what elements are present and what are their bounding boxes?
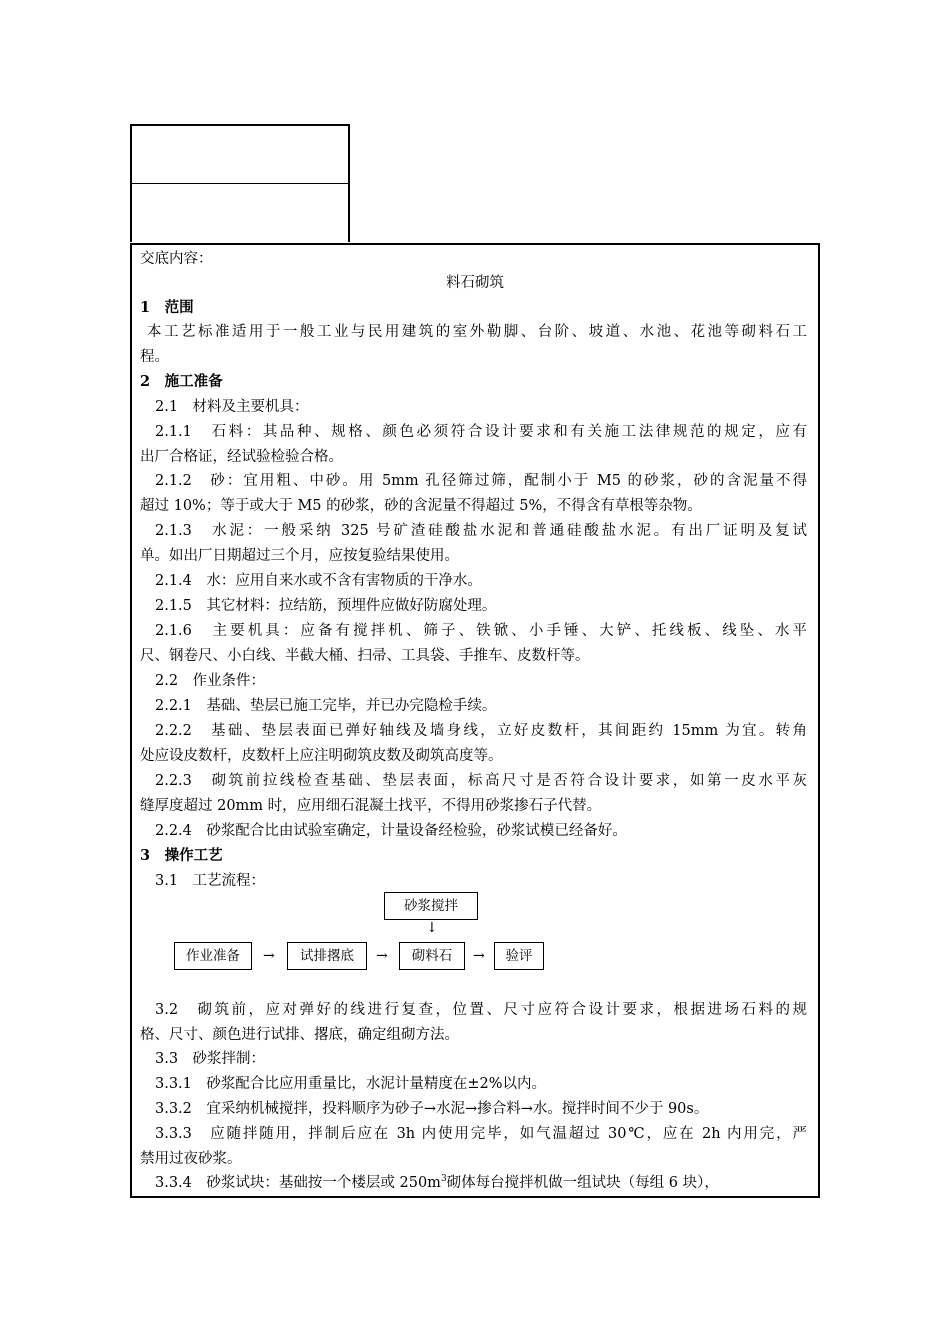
doc-title: 料石砌筑	[446, 275, 504, 291]
paragraph-line: 缝厚度超过 20mm 时，应用细石混凝土找平，不得用砂浆掺石子代替。	[140, 798, 602, 814]
flow-arrow-right: →	[263, 948, 275, 964]
paragraph-line: 禁用过夜砂浆。	[140, 1151, 242, 1167]
paragraph-line: 超过 10%；等于或大于 M5 的砂浆，砂的含泥量不得超过 5%，不得含有草根等杂物。	[140, 498, 702, 514]
paragraph-line: 2.1.1 石料：其品种、规格、颜色必须符合设计要求和有关施工法律规范的规定，应有	[155, 424, 807, 440]
paragraph-line: 2.2.2 基础、垫层表面已弹好轴线及墙身线，立好皮数杆，其间距约 15mm 为宜。转角	[155, 723, 807, 739]
paragraph-line: 3.3.2 宜采纳机械搅拌，投料顺序为砂子→水泥→掺合料→水。搅拌时间不少于 90s。	[155, 1101, 709, 1117]
paragraph-line: 2.1.6 主要机具：应备有搅拌机、筛子、铁锨、小手锤、大铲、托线板、线坠、水平	[155, 623, 807, 639]
paragraph-line: 处应设皮数杆，皮数杆上应注明砌筑皮数及砌筑高度等。	[140, 748, 503, 764]
paragraph-line: 2.1.3 水泥：一般采纳 325 号矿渣硅酸盐水泥和普通硅酸盐水泥。有出厂证明及复试	[155, 523, 807, 539]
paragraph-line: 3.3.1 砂浆配合比应用重量比，水泥计量精度在±2%以内。	[155, 1076, 547, 1092]
subsection-heading: 2.2 作业条件：	[155, 673, 266, 689]
paragraph-line: 程。	[140, 349, 169, 365]
paragraph-line: 出厂合格证，经试验检验合格。	[140, 449, 343, 465]
flow-step: 作业准备	[174, 942, 252, 970]
superscript: 3	[440, 1174, 447, 1185]
header-box	[130, 124, 350, 242]
paragraph-line: 2.1.5 其它材料：拉结筋，预埋件应做好防腐处理。	[155, 598, 497, 614]
paragraph-line: 单。如出厂日期超过三个月，应按复验结果使用。	[140, 548, 459, 564]
subsection-heading: 2.1 材料及主要机具：	[155, 399, 309, 415]
subsection-heading: 3.3 砂浆拌制：	[155, 1051, 266, 1067]
paragraph-line: 2.2.1 基础、垫层已施工完毕，并已办完隐检手续。	[155, 698, 497, 714]
section-heading-3: 3 操作工艺	[140, 847, 223, 864]
paragraph-line: 2.2.3 砌筑前拉线检查基础、垫层表面，标高尺寸是否符合设计要求，如第一皮水平灰	[155, 773, 807, 789]
flow-arrow-right: →	[376, 948, 388, 964]
paragraph-line: 2.1.4 水：应用自来水或不含有害物质的干净水。	[155, 573, 482, 589]
flow-step: 砌料石	[399, 942, 465, 970]
content-label: 交底内容：	[140, 251, 213, 267]
paragraph-line	[155, 1171, 719, 1195]
header-divider	[132, 183, 348, 184]
section-heading-2: 2 施工准备	[140, 373, 223, 390]
paragraph-line: 3.3.3 应随拌随用，拌制后应在 3h 内使用完毕，如气温超过 30℃，应在 2h 内用完，严	[155, 1126, 807, 1142]
paragraph-line: 2.1.2 砂：宜用粗、中砂。用 5mm 孔径筛过筛，配制小于 M5 的砂浆，砂的含泥量不得	[155, 473, 807, 489]
flow-step: 试排撂底	[287, 942, 367, 970]
flow-arrow-down: ↓	[426, 920, 438, 936]
paragraph-line: 本工艺标准适用于一般工业与民用建筑的室外勒脚、台阶、坡道、水池、花池等砌料石工	[147, 324, 807, 340]
paragraph-text: 砌体每台搅拌机做一组试块（每组 6 块），	[446, 1175, 719, 1191]
subsection-heading: 3.1 工艺流程：	[155, 873, 266, 889]
flow-arrow-right: →	[473, 948, 485, 964]
paragraph-line: 格、尺寸、颜色进行试排、撂底，确定组砌方法。	[140, 1027, 459, 1043]
paragraph-text: 3.3.4 砂浆试块：基础按一个楼层或 250m	[155, 1175, 441, 1191]
paragraph-line: 3.2 砌筑前，应对弹好的线进行复查，位置、尺寸应符合设计要求，根据进场石料的规	[155, 1002, 807, 1018]
paragraph-line: 2.2.4 砂浆配合比由试验室确定，计量设备经检验，砂浆试模已经备好。	[155, 823, 627, 839]
paragraph-line: 尺、钢卷尺、小白线、半截大桶、扫帚、工具袋、手推车、皮数杆等。	[140, 648, 590, 664]
flow-step-mortar-mixing: 砂浆搅拌	[384, 892, 478, 920]
flow-step: 验评	[494, 942, 544, 970]
section-heading-1: 1 范围	[140, 299, 194, 316]
